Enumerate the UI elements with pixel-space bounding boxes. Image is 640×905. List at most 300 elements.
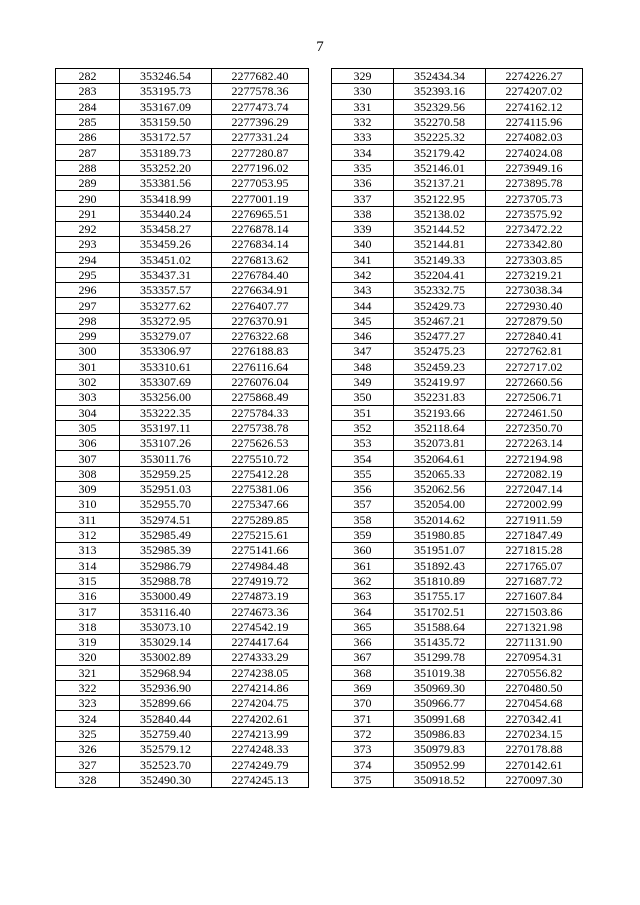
x-coordinate-cell: 352974.51 — [120, 512, 212, 527]
y-coordinate-cell: 2274333.29 — [212, 650, 309, 665]
x-coordinate-cell: 352062.56 — [394, 482, 486, 497]
table-row — [56, 589, 309, 604]
coordinates-table-right — [331, 68, 583, 788]
point-number-cell: 334 — [332, 145, 394, 160]
table-row — [56, 543, 309, 558]
table-row — [332, 757, 583, 772]
y-coordinate-cell: 2276370.91 — [212, 313, 309, 328]
table-row — [56, 757, 309, 772]
x-coordinate-cell: 352959.25 — [120, 466, 212, 481]
x-coordinate-cell: 352467.21 — [394, 313, 486, 328]
x-coordinate-cell: 353195.73 — [120, 84, 212, 99]
table-row — [56, 436, 309, 451]
table-row — [56, 619, 309, 634]
x-coordinate-cell: 353107.26 — [120, 436, 212, 451]
table-row — [332, 252, 583, 267]
table-row — [332, 680, 583, 695]
point-number-cell: 288 — [56, 160, 120, 175]
table-row — [56, 665, 309, 680]
point-number-cell: 367 — [332, 650, 394, 665]
x-coordinate-cell: 353459.26 — [120, 237, 212, 252]
table-row — [56, 344, 309, 359]
point-number-cell: 302 — [56, 374, 120, 389]
point-number-cell: 346 — [332, 329, 394, 344]
y-coordinate-cell: 2273575.92 — [486, 206, 583, 221]
coordinates-table-right-body — [332, 69, 583, 788]
x-coordinate-cell: 352419.97 — [394, 374, 486, 389]
x-coordinate-cell: 353277.62 — [120, 298, 212, 313]
x-coordinate-cell: 351980.85 — [394, 527, 486, 542]
point-number-cell: 315 — [56, 573, 120, 588]
x-coordinate-cell: 352434.34 — [394, 69, 486, 84]
y-coordinate-cell: 2274213.99 — [212, 726, 309, 741]
y-coordinate-cell: 2274919.72 — [212, 573, 309, 588]
y-coordinate-cell: 2274238.05 — [212, 665, 309, 680]
point-number-cell: 342 — [332, 267, 394, 282]
y-coordinate-cell: 2274214.86 — [212, 680, 309, 695]
point-number-cell: 299 — [56, 329, 120, 344]
y-coordinate-cell: 2273705.73 — [486, 191, 583, 206]
coordinates-table-left — [55, 68, 309, 788]
y-coordinate-cell: 2270556.82 — [486, 665, 583, 680]
point-number-cell: 360 — [332, 543, 394, 558]
table-row — [56, 298, 309, 313]
point-number-cell: 370 — [332, 696, 394, 711]
y-coordinate-cell: 2273472.22 — [486, 221, 583, 236]
y-coordinate-cell: 2276116.64 — [212, 359, 309, 374]
table-row — [332, 742, 583, 757]
point-number-cell: 365 — [332, 619, 394, 634]
table-row — [56, 604, 309, 619]
x-coordinate-cell: 352231.83 — [394, 390, 486, 405]
point-number-cell: 322 — [56, 680, 120, 695]
point-number-cell: 312 — [56, 527, 120, 542]
y-coordinate-cell: 2272461.50 — [486, 405, 583, 420]
y-coordinate-cell: 2272194.98 — [486, 451, 583, 466]
y-coordinate-cell: 2276965.51 — [212, 206, 309, 221]
point-number-cell: 297 — [56, 298, 120, 313]
y-coordinate-cell: 2274024.08 — [486, 145, 583, 160]
x-coordinate-cell: 353458.27 — [120, 221, 212, 236]
point-number-cell: 331 — [332, 99, 394, 114]
table-row — [56, 634, 309, 649]
y-coordinate-cell: 2276878.14 — [212, 221, 309, 236]
table-row — [332, 558, 583, 573]
table-row — [332, 634, 583, 649]
x-coordinate-cell: 352985.39 — [120, 543, 212, 558]
y-coordinate-cell: 2270342.41 — [486, 711, 583, 726]
y-coordinate-cell: 2274226.27 — [486, 69, 583, 84]
x-coordinate-cell: 352459.23 — [394, 359, 486, 374]
table-row — [56, 420, 309, 435]
y-coordinate-cell: 2277001.19 — [212, 191, 309, 206]
x-coordinate-cell: 352475.23 — [394, 344, 486, 359]
table-row — [56, 191, 309, 206]
x-coordinate-cell: 353167.09 — [120, 99, 212, 114]
y-coordinate-cell: 2271687.72 — [486, 573, 583, 588]
point-number-cell: 372 — [332, 726, 394, 741]
x-coordinate-cell: 350986.83 — [394, 726, 486, 741]
table-row — [332, 374, 583, 389]
point-number-cell: 290 — [56, 191, 120, 206]
y-coordinate-cell: 2276834.14 — [212, 237, 309, 252]
point-number-cell: 287 — [56, 145, 120, 160]
point-number-cell: 357 — [332, 497, 394, 512]
table-row — [332, 482, 583, 497]
y-coordinate-cell: 2272840.41 — [486, 329, 583, 344]
y-coordinate-cell: 2272879.50 — [486, 313, 583, 328]
table-row — [332, 420, 583, 435]
table-row — [56, 359, 309, 374]
y-coordinate-cell: 2271607.84 — [486, 589, 583, 604]
x-coordinate-cell: 352146.01 — [394, 160, 486, 175]
x-coordinate-cell: 353272.95 — [120, 313, 212, 328]
point-number-cell: 336 — [332, 176, 394, 191]
y-coordinate-cell: 2273219.21 — [486, 267, 583, 282]
table-row — [332, 344, 583, 359]
table-row — [56, 99, 309, 114]
y-coordinate-cell: 2273949.16 — [486, 160, 583, 175]
table-row — [56, 772, 309, 787]
point-number-cell: 314 — [56, 558, 120, 573]
table-row — [332, 650, 583, 665]
x-coordinate-cell: 353189.73 — [120, 145, 212, 160]
table-row — [332, 313, 583, 328]
table-row — [332, 390, 583, 405]
x-coordinate-cell: 353197.11 — [120, 420, 212, 435]
table-row — [332, 573, 583, 588]
table-row — [56, 69, 309, 84]
point-number-cell: 352 — [332, 420, 394, 435]
x-coordinate-cell: 352065.33 — [394, 466, 486, 481]
x-coordinate-cell: 352193.66 — [394, 405, 486, 420]
point-number-cell: 374 — [332, 757, 394, 772]
table-row — [332, 160, 583, 175]
point-number-cell: 292 — [56, 221, 120, 236]
y-coordinate-cell: 2271847.49 — [486, 527, 583, 542]
table-row — [332, 711, 583, 726]
x-coordinate-cell: 351810.89 — [394, 573, 486, 588]
y-coordinate-cell: 2275868.49 — [212, 390, 309, 405]
point-number-cell: 375 — [332, 772, 394, 787]
y-coordinate-cell: 2273342.80 — [486, 237, 583, 252]
table-row — [56, 329, 309, 344]
y-coordinate-cell: 2272717.02 — [486, 359, 583, 374]
y-coordinate-cell: 2277578.36 — [212, 84, 309, 99]
y-coordinate-cell: 2272930.40 — [486, 298, 583, 313]
point-number-cell: 309 — [56, 482, 120, 497]
table-row — [56, 512, 309, 527]
y-coordinate-cell: 2271911.59 — [486, 512, 583, 527]
table-row — [332, 527, 583, 542]
table-row — [56, 650, 309, 665]
x-coordinate-cell: 353172.57 — [120, 130, 212, 145]
y-coordinate-cell: 2272660.56 — [486, 374, 583, 389]
point-number-cell: 373 — [332, 742, 394, 757]
x-coordinate-cell: 352149.33 — [394, 252, 486, 267]
table-row — [56, 160, 309, 175]
y-coordinate-cell: 2270097.30 — [486, 772, 583, 787]
page-number: 7 — [316, 39, 324, 55]
y-coordinate-cell: 2275347.66 — [212, 497, 309, 512]
x-coordinate-cell: 352490.30 — [120, 772, 212, 787]
x-coordinate-cell: 352988.78 — [120, 573, 212, 588]
table-row — [332, 329, 583, 344]
x-coordinate-cell: 353451.02 — [120, 252, 212, 267]
y-coordinate-cell: 2271503.86 — [486, 604, 583, 619]
point-number-cell: 337 — [332, 191, 394, 206]
table-row — [56, 267, 309, 282]
y-coordinate-cell: 2271321.98 — [486, 619, 583, 634]
x-coordinate-cell: 353073.10 — [120, 619, 212, 634]
point-number-cell: 330 — [332, 84, 394, 99]
point-number-cell: 327 — [56, 757, 120, 772]
point-number-cell: 307 — [56, 451, 120, 466]
y-coordinate-cell: 2271765.07 — [486, 558, 583, 573]
point-number-cell: 286 — [56, 130, 120, 145]
y-coordinate-cell: 2274082.03 — [486, 130, 583, 145]
table-row — [56, 84, 309, 99]
table-row — [56, 696, 309, 711]
point-number-cell: 326 — [56, 742, 120, 757]
y-coordinate-cell: 2270178.88 — [486, 742, 583, 757]
x-coordinate-cell: 351588.64 — [394, 619, 486, 634]
y-coordinate-cell: 2272506.71 — [486, 390, 583, 405]
table-row — [56, 466, 309, 481]
x-coordinate-cell: 351435.72 — [394, 634, 486, 649]
point-number-cell: 354 — [332, 451, 394, 466]
x-coordinate-cell: 353418.99 — [120, 191, 212, 206]
point-number-cell: 328 — [56, 772, 120, 787]
point-number-cell: 289 — [56, 176, 120, 191]
x-coordinate-cell: 352137.21 — [394, 176, 486, 191]
point-number-cell: 343 — [332, 283, 394, 298]
table-row — [332, 604, 583, 619]
point-number-cell: 363 — [332, 589, 394, 604]
table-row — [332, 267, 583, 282]
table-row — [56, 206, 309, 221]
y-coordinate-cell: 2274417.64 — [212, 634, 309, 649]
table-row — [56, 680, 309, 695]
point-number-cell: 335 — [332, 160, 394, 175]
point-number-cell: 349 — [332, 374, 394, 389]
y-coordinate-cell: 2270954.31 — [486, 650, 583, 665]
y-coordinate-cell: 2273895.78 — [486, 176, 583, 191]
y-coordinate-cell: 2272047.14 — [486, 482, 583, 497]
point-number-cell: 356 — [332, 482, 394, 497]
x-coordinate-cell: 353279.07 — [120, 329, 212, 344]
point-number-cell: 305 — [56, 420, 120, 435]
x-coordinate-cell: 352064.61 — [394, 451, 486, 466]
table-row — [332, 772, 583, 787]
table-row — [332, 726, 583, 741]
table-row — [56, 497, 309, 512]
table-row — [56, 313, 309, 328]
x-coordinate-cell: 350969.30 — [394, 680, 486, 695]
y-coordinate-cell: 2274162.12 — [486, 99, 583, 114]
point-number-cell: 369 — [332, 680, 394, 695]
x-coordinate-cell: 352144.52 — [394, 221, 486, 236]
point-number-cell: 311 — [56, 512, 120, 527]
table-row — [56, 742, 309, 757]
table-row — [56, 405, 309, 420]
table-row — [332, 436, 583, 451]
y-coordinate-cell: 2270480.50 — [486, 680, 583, 695]
y-coordinate-cell: 2274245.13 — [212, 772, 309, 787]
table-row — [332, 589, 583, 604]
point-number-cell: 350 — [332, 390, 394, 405]
y-coordinate-cell: 2277682.40 — [212, 69, 309, 84]
table-row — [332, 221, 583, 236]
y-coordinate-cell: 2271815.28 — [486, 543, 583, 558]
point-number-cell: 316 — [56, 589, 120, 604]
point-number-cell: 320 — [56, 650, 120, 665]
table-row — [56, 573, 309, 588]
y-coordinate-cell: 2277196.02 — [212, 160, 309, 175]
point-number-cell: 361 — [332, 558, 394, 573]
x-coordinate-cell: 352840.44 — [120, 711, 212, 726]
y-coordinate-cell: 2275510.72 — [212, 451, 309, 466]
table-row — [56, 176, 309, 191]
table-row — [56, 711, 309, 726]
point-number-cell: 355 — [332, 466, 394, 481]
table-row — [56, 145, 309, 160]
table-row — [332, 145, 583, 160]
x-coordinate-cell: 353256.00 — [120, 390, 212, 405]
x-coordinate-cell: 351299.78 — [394, 650, 486, 665]
table-row — [56, 252, 309, 267]
y-coordinate-cell: 2275738.78 — [212, 420, 309, 435]
table-row — [332, 99, 583, 114]
x-coordinate-cell: 353116.40 — [120, 604, 212, 619]
y-coordinate-cell: 2270234.15 — [486, 726, 583, 741]
point-number-cell: 301 — [56, 359, 120, 374]
x-coordinate-cell: 352759.40 — [120, 726, 212, 741]
point-number-cell: 345 — [332, 313, 394, 328]
point-number-cell: 359 — [332, 527, 394, 542]
point-number-cell: 306 — [56, 436, 120, 451]
x-coordinate-cell: 353307.69 — [120, 374, 212, 389]
table-row — [332, 206, 583, 221]
table-row — [332, 359, 583, 374]
x-coordinate-cell: 353002.89 — [120, 650, 212, 665]
table-row — [332, 237, 583, 252]
x-coordinate-cell: 351019.38 — [394, 665, 486, 680]
table-row — [56, 726, 309, 741]
x-coordinate-cell: 352968.94 — [120, 665, 212, 680]
y-coordinate-cell: 2274207.02 — [486, 84, 583, 99]
table-row — [56, 283, 309, 298]
point-number-cell: 296 — [56, 283, 120, 298]
y-coordinate-cell: 2275626.53 — [212, 436, 309, 451]
point-number-cell: 291 — [56, 206, 120, 221]
x-coordinate-cell: 352118.64 — [394, 420, 486, 435]
y-coordinate-cell: 2277280.87 — [212, 145, 309, 160]
table-row — [332, 466, 583, 481]
x-coordinate-cell: 352138.02 — [394, 206, 486, 221]
x-coordinate-cell: 353381.56 — [120, 176, 212, 191]
table-row — [56, 237, 309, 252]
x-coordinate-cell: 351755.17 — [394, 589, 486, 604]
x-coordinate-cell: 353029.14 — [120, 634, 212, 649]
point-number-cell: 340 — [332, 237, 394, 252]
y-coordinate-cell: 2274673.36 — [212, 604, 309, 619]
y-coordinate-cell: 2270142.61 — [486, 757, 583, 772]
point-number-cell: 351 — [332, 405, 394, 420]
y-coordinate-cell: 2276322.68 — [212, 329, 309, 344]
y-coordinate-cell: 2274984.48 — [212, 558, 309, 573]
x-coordinate-cell: 353252.20 — [120, 160, 212, 175]
point-number-cell: 300 — [56, 344, 120, 359]
point-number-cell: 308 — [56, 466, 120, 481]
point-number-cell: 371 — [332, 711, 394, 726]
x-coordinate-cell: 353310.61 — [120, 359, 212, 374]
point-number-cell: 348 — [332, 359, 394, 374]
x-coordinate-cell: 351892.43 — [394, 558, 486, 573]
x-coordinate-cell: 352122.95 — [394, 191, 486, 206]
x-coordinate-cell: 350991.68 — [394, 711, 486, 726]
table-row — [56, 374, 309, 389]
table-row — [332, 69, 583, 84]
table-row — [56, 451, 309, 466]
x-coordinate-cell: 352579.12 — [120, 742, 212, 757]
table-row — [56, 221, 309, 236]
x-coordinate-cell: 351702.51 — [394, 604, 486, 619]
point-number-cell: 341 — [332, 252, 394, 267]
y-coordinate-cell: 2274204.75 — [212, 696, 309, 711]
table-row — [332, 543, 583, 558]
y-coordinate-cell: 2272762.81 — [486, 344, 583, 359]
point-number-cell: 321 — [56, 665, 120, 680]
x-coordinate-cell: 353437.31 — [120, 267, 212, 282]
y-coordinate-cell: 2273303.85 — [486, 252, 583, 267]
x-coordinate-cell: 352951.03 — [120, 482, 212, 497]
y-coordinate-cell: 2273038.34 — [486, 283, 583, 298]
table-row — [332, 512, 583, 527]
y-coordinate-cell: 2276188.83 — [212, 344, 309, 359]
y-coordinate-cell: 2276784.40 — [212, 267, 309, 282]
x-coordinate-cell: 353000.49 — [120, 589, 212, 604]
y-coordinate-cell: 2276813.62 — [212, 252, 309, 267]
point-number-cell: 318 — [56, 619, 120, 634]
y-coordinate-cell: 2277396.29 — [212, 114, 309, 129]
x-coordinate-cell: 352936.90 — [120, 680, 212, 695]
point-number-cell: 284 — [56, 99, 120, 114]
y-coordinate-cell: 2276076.04 — [212, 374, 309, 389]
x-coordinate-cell: 352332.75 — [394, 283, 486, 298]
point-number-cell: 364 — [332, 604, 394, 619]
y-coordinate-cell: 2272082.19 — [486, 466, 583, 481]
point-number-cell: 323 — [56, 696, 120, 711]
point-number-cell: 313 — [56, 543, 120, 558]
point-number-cell: 317 — [56, 604, 120, 619]
table-row — [332, 176, 583, 191]
point-number-cell: 353 — [332, 436, 394, 451]
x-coordinate-cell: 352985.49 — [120, 527, 212, 542]
point-number-cell: 295 — [56, 267, 120, 282]
x-coordinate-cell: 353357.57 — [120, 283, 212, 298]
table-row — [332, 114, 583, 129]
point-number-cell: 358 — [332, 512, 394, 527]
x-coordinate-cell: 350979.83 — [394, 742, 486, 757]
y-coordinate-cell: 2274873.19 — [212, 589, 309, 604]
point-number-cell: 366 — [332, 634, 394, 649]
x-coordinate-cell: 353222.35 — [120, 405, 212, 420]
x-coordinate-cell: 352204.41 — [394, 267, 486, 282]
y-coordinate-cell: 2275784.33 — [212, 405, 309, 420]
y-coordinate-cell: 2275141.66 — [212, 543, 309, 558]
y-coordinate-cell: 2274115.96 — [486, 114, 583, 129]
